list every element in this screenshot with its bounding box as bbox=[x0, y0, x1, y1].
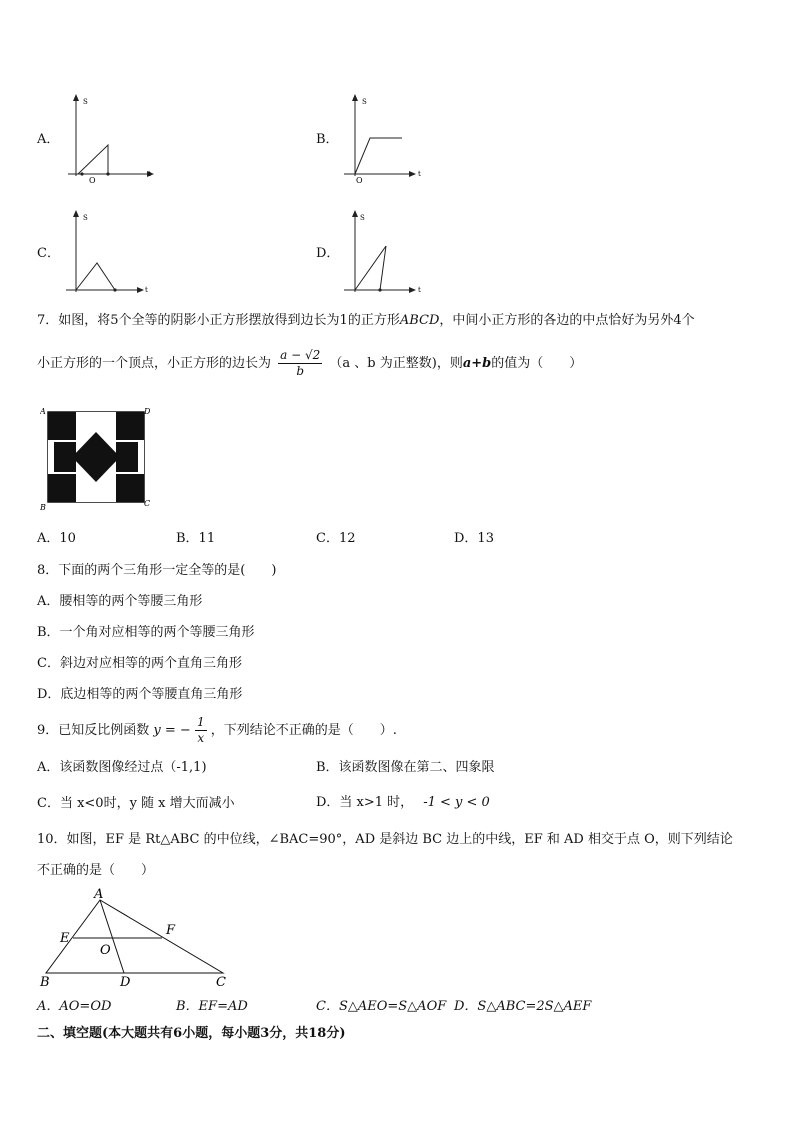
svg-text:O: O bbox=[100, 943, 111, 958]
svg-text:t: t bbox=[148, 170, 151, 178]
q7-option-b: B．11 bbox=[176, 531, 216, 546]
q8-option-a: A．腰相等的两个等腰三角形 bbox=[37, 594, 203, 609]
q9-fraction: $\frac{1}{x}$ bbox=[196, 715, 205, 745]
q7-stem-line1: 7．如图，将5个全等的阴影小正方形摆放得到边长为1的正方形ABCD，中间小正方形的各边的中点恰好为另外4个 bbox=[37, 313, 695, 328]
q6-option-a-label: A． bbox=[37, 132, 60, 147]
q9-option-c: C．当 x<0时，y 随 x 增大而减小 bbox=[37, 796, 235, 811]
svg-text:S: S bbox=[362, 98, 367, 106]
q7-stem-line2: 小正方形的一个顶点，小正方形的边长为 $\frac{a - √2}{b}$ （a 、b 为正整数)，则a+b的值为（ ） bbox=[37, 348, 583, 378]
q9-option-d: D．当 x>1 时， -1 < y < 0 bbox=[316, 795, 490, 810]
svg-text:t: t bbox=[418, 170, 421, 178]
q6-graph-a bbox=[60, 92, 160, 184]
q8-option-d: D．底边相等的两个等腰直角三角形 bbox=[37, 687, 243, 702]
q7-option-c: C．12 bbox=[316, 531, 356, 546]
q6-option-c-label: C． bbox=[37, 246, 60, 261]
q7-square-figure bbox=[40, 404, 156, 512]
q7-fraction: $\frac{a - √2}{b}$ bbox=[280, 348, 321, 378]
q9-option-b: B．该函数图像在第二、四象限 bbox=[316, 760, 495, 775]
q6-graph-d bbox=[334, 208, 434, 296]
svg-text:O: O bbox=[89, 176, 96, 184]
q10-option-a: A．AO=OD bbox=[37, 999, 112, 1014]
q10-option-b: B．EF=AD bbox=[176, 999, 248, 1014]
q7-option-d: D．13 bbox=[454, 531, 494, 546]
q10-option-d: D．S△ABC=2S△AEF bbox=[454, 999, 592, 1014]
q8-option-b: B．一个角对应相等的两个等腰三角形 bbox=[37, 625, 255, 640]
svg-text:C: C bbox=[216, 975, 226, 990]
svg-text:D: D bbox=[120, 975, 131, 990]
q10-option-c: C．S△AEO=S△AOF bbox=[316, 999, 447, 1014]
svg-text:S: S bbox=[360, 214, 365, 222]
svg-text:C: C bbox=[144, 499, 151, 508]
svg-text:A: A bbox=[94, 888, 104, 902]
svg-text:F: F bbox=[166, 923, 176, 938]
q8-option-c: C．斜边对应相等的两个直角三角形 bbox=[37, 656, 242, 671]
q10-triangle-figure bbox=[36, 888, 236, 990]
q6-option-d-label: D． bbox=[316, 246, 340, 261]
q10-stem-line2: 不正确的是（ ） bbox=[37, 863, 155, 878]
q7-option-a: A．10 bbox=[37, 531, 76, 546]
q6-graph-b bbox=[334, 92, 444, 184]
svg-text:D: D bbox=[144, 407, 151, 416]
svg-text:S: S bbox=[83, 214, 88, 222]
svg-text:t: t bbox=[145, 286, 148, 294]
svg-text:t: t bbox=[418, 286, 421, 294]
svg-text:O: O bbox=[356, 176, 363, 184]
q9-option-a: A．该函数图像经过点（-1,1) bbox=[37, 760, 207, 775]
svg-text:B: B bbox=[40, 975, 50, 990]
svg-text:E: E bbox=[60, 931, 70, 946]
q10-stem-line1: 10．如图，EF 是 Rt△ABC 的中位线，∠BAC=90°，AD 是斜边 BC 边上的中线，EF 和 AD 相交于点 O，则下列结论 bbox=[37, 832, 733, 847]
section-2-heading: 二、填空题(本大题共有6小题，每小题3分，共18分) bbox=[37, 1026, 346, 1041]
svg-text:S: S bbox=[83, 98, 88, 106]
q8-stem: 8．下面的两个三角形一定全等的是( ) bbox=[37, 563, 277, 578]
q6-option-b-label: B． bbox=[316, 132, 339, 147]
svg-text:A: A bbox=[40, 407, 46, 416]
q9-stem: 9．已知反比例函数 y = − $\frac{1}{x}$ ，下列结论不正确的是（ ）. bbox=[37, 715, 397, 745]
q6-graph-c bbox=[60, 208, 160, 296]
svg-text:B: B bbox=[40, 503, 46, 512]
